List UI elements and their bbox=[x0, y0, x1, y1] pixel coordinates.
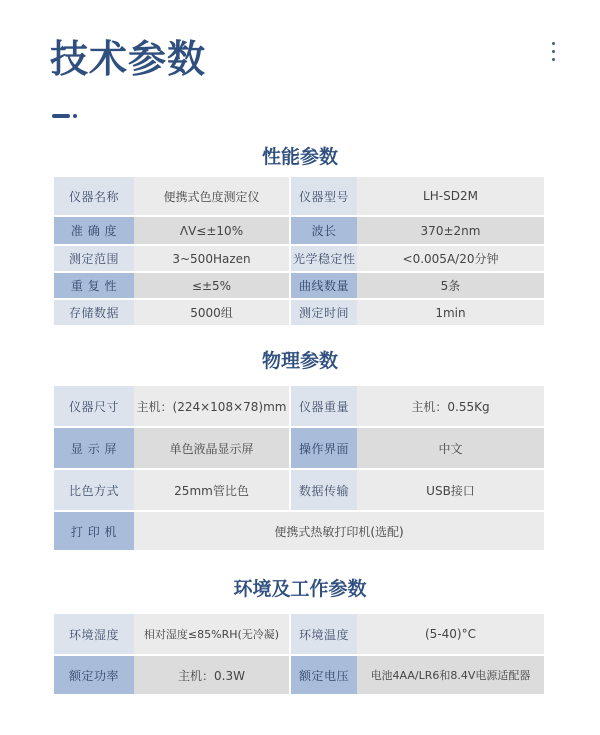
table-row bbox=[54, 656, 544, 696]
row-value: 电池4AA/LR6和8.4V电源适配器 bbox=[357, 656, 544, 696]
table-row bbox=[54, 246, 544, 273]
row-label: 仪器型号 bbox=[289, 177, 357, 217]
row-label: 重 复 性 bbox=[54, 273, 134, 300]
table-row bbox=[54, 428, 544, 470]
row-value: 便携式热敏打印机(选配) bbox=[134, 512, 544, 552]
row-value: 单色液晶显示屏 bbox=[134, 428, 289, 470]
row-value: LH-SD2M bbox=[357, 177, 544, 217]
row-label: 光学稳定性 bbox=[289, 246, 357, 273]
row-value: 1min bbox=[357, 300, 544, 327]
row-value: 相对湿度≤85%RH(无冷凝) bbox=[134, 614, 289, 656]
row-value: USB接口 bbox=[357, 470, 544, 512]
row-label: 数据传输 bbox=[289, 470, 357, 512]
row-label: 仪器名称 bbox=[54, 177, 134, 217]
row-value: 主机：0.55Kg bbox=[357, 386, 544, 428]
table-row bbox=[54, 512, 544, 552]
row-value: <0.005A/20分钟 bbox=[357, 246, 544, 273]
row-label: 曲线数量 bbox=[289, 273, 357, 300]
row-value: ≤±5% bbox=[134, 273, 289, 300]
row-label: 显 示 屏 bbox=[54, 428, 134, 470]
table-row bbox=[54, 470, 544, 512]
table-row bbox=[54, 386, 544, 428]
row-value: (5-40)°C bbox=[357, 614, 544, 656]
environment-table bbox=[54, 614, 544, 696]
row-value: 便携式色度测定仪 bbox=[134, 177, 289, 217]
section-title-environment: 环境及工作参数 bbox=[233, 578, 367, 600]
row-value: ΛV≤±10% bbox=[134, 217, 289, 246]
row-label: 打 印 机 bbox=[54, 512, 134, 552]
page-title: 技术参数 bbox=[50, 37, 207, 81]
row-label: 操作界面 bbox=[289, 428, 357, 470]
row-value: 主机：0.3W bbox=[134, 656, 289, 696]
row-label: 仪器重量 bbox=[289, 386, 357, 428]
section-title-performance: 性能参数 bbox=[261, 146, 338, 168]
table-row bbox=[54, 177, 544, 217]
row-label: 仪器尺寸 bbox=[54, 386, 134, 428]
row-label: 比色方式 bbox=[54, 470, 134, 512]
row-label: 额定电压 bbox=[289, 656, 357, 696]
menu-dot bbox=[552, 42, 555, 45]
row-value: 25mm管比色 bbox=[134, 470, 289, 512]
row-label: 存储数据 bbox=[54, 300, 134, 327]
row-value: 中文 bbox=[357, 428, 544, 470]
table-row bbox=[54, 300, 544, 327]
row-label: 波长 bbox=[289, 217, 357, 246]
row-label: 测定范围 bbox=[54, 246, 134, 273]
more-options-icon[interactable] bbox=[548, 42, 558, 64]
physical-table bbox=[54, 386, 544, 552]
row-label: 测定时间 bbox=[289, 300, 357, 327]
table-row bbox=[54, 614, 544, 656]
row-value: 3~500Hazen bbox=[134, 246, 289, 273]
row-label: 额定功率 bbox=[54, 656, 134, 696]
performance-table bbox=[54, 177, 544, 327]
menu-dot bbox=[552, 50, 555, 53]
table-row bbox=[54, 273, 544, 300]
row-value: 主机：(224×108×78)mm bbox=[134, 386, 289, 428]
row-label: 环境湿度 bbox=[54, 614, 134, 656]
menu-dot bbox=[552, 58, 555, 61]
row-value: 5条 bbox=[357, 273, 544, 300]
row-label: 准 确 度 bbox=[54, 217, 134, 246]
section-title-physical: 物理参数 bbox=[261, 350, 338, 372]
row-value: 5000组 bbox=[134, 300, 289, 327]
row-value: 370±2nm bbox=[357, 217, 544, 246]
table-row bbox=[54, 217, 544, 246]
row-label: 环境温度 bbox=[289, 614, 357, 656]
title-underline bbox=[52, 114, 70, 118]
title-underline-dot bbox=[73, 114, 77, 118]
